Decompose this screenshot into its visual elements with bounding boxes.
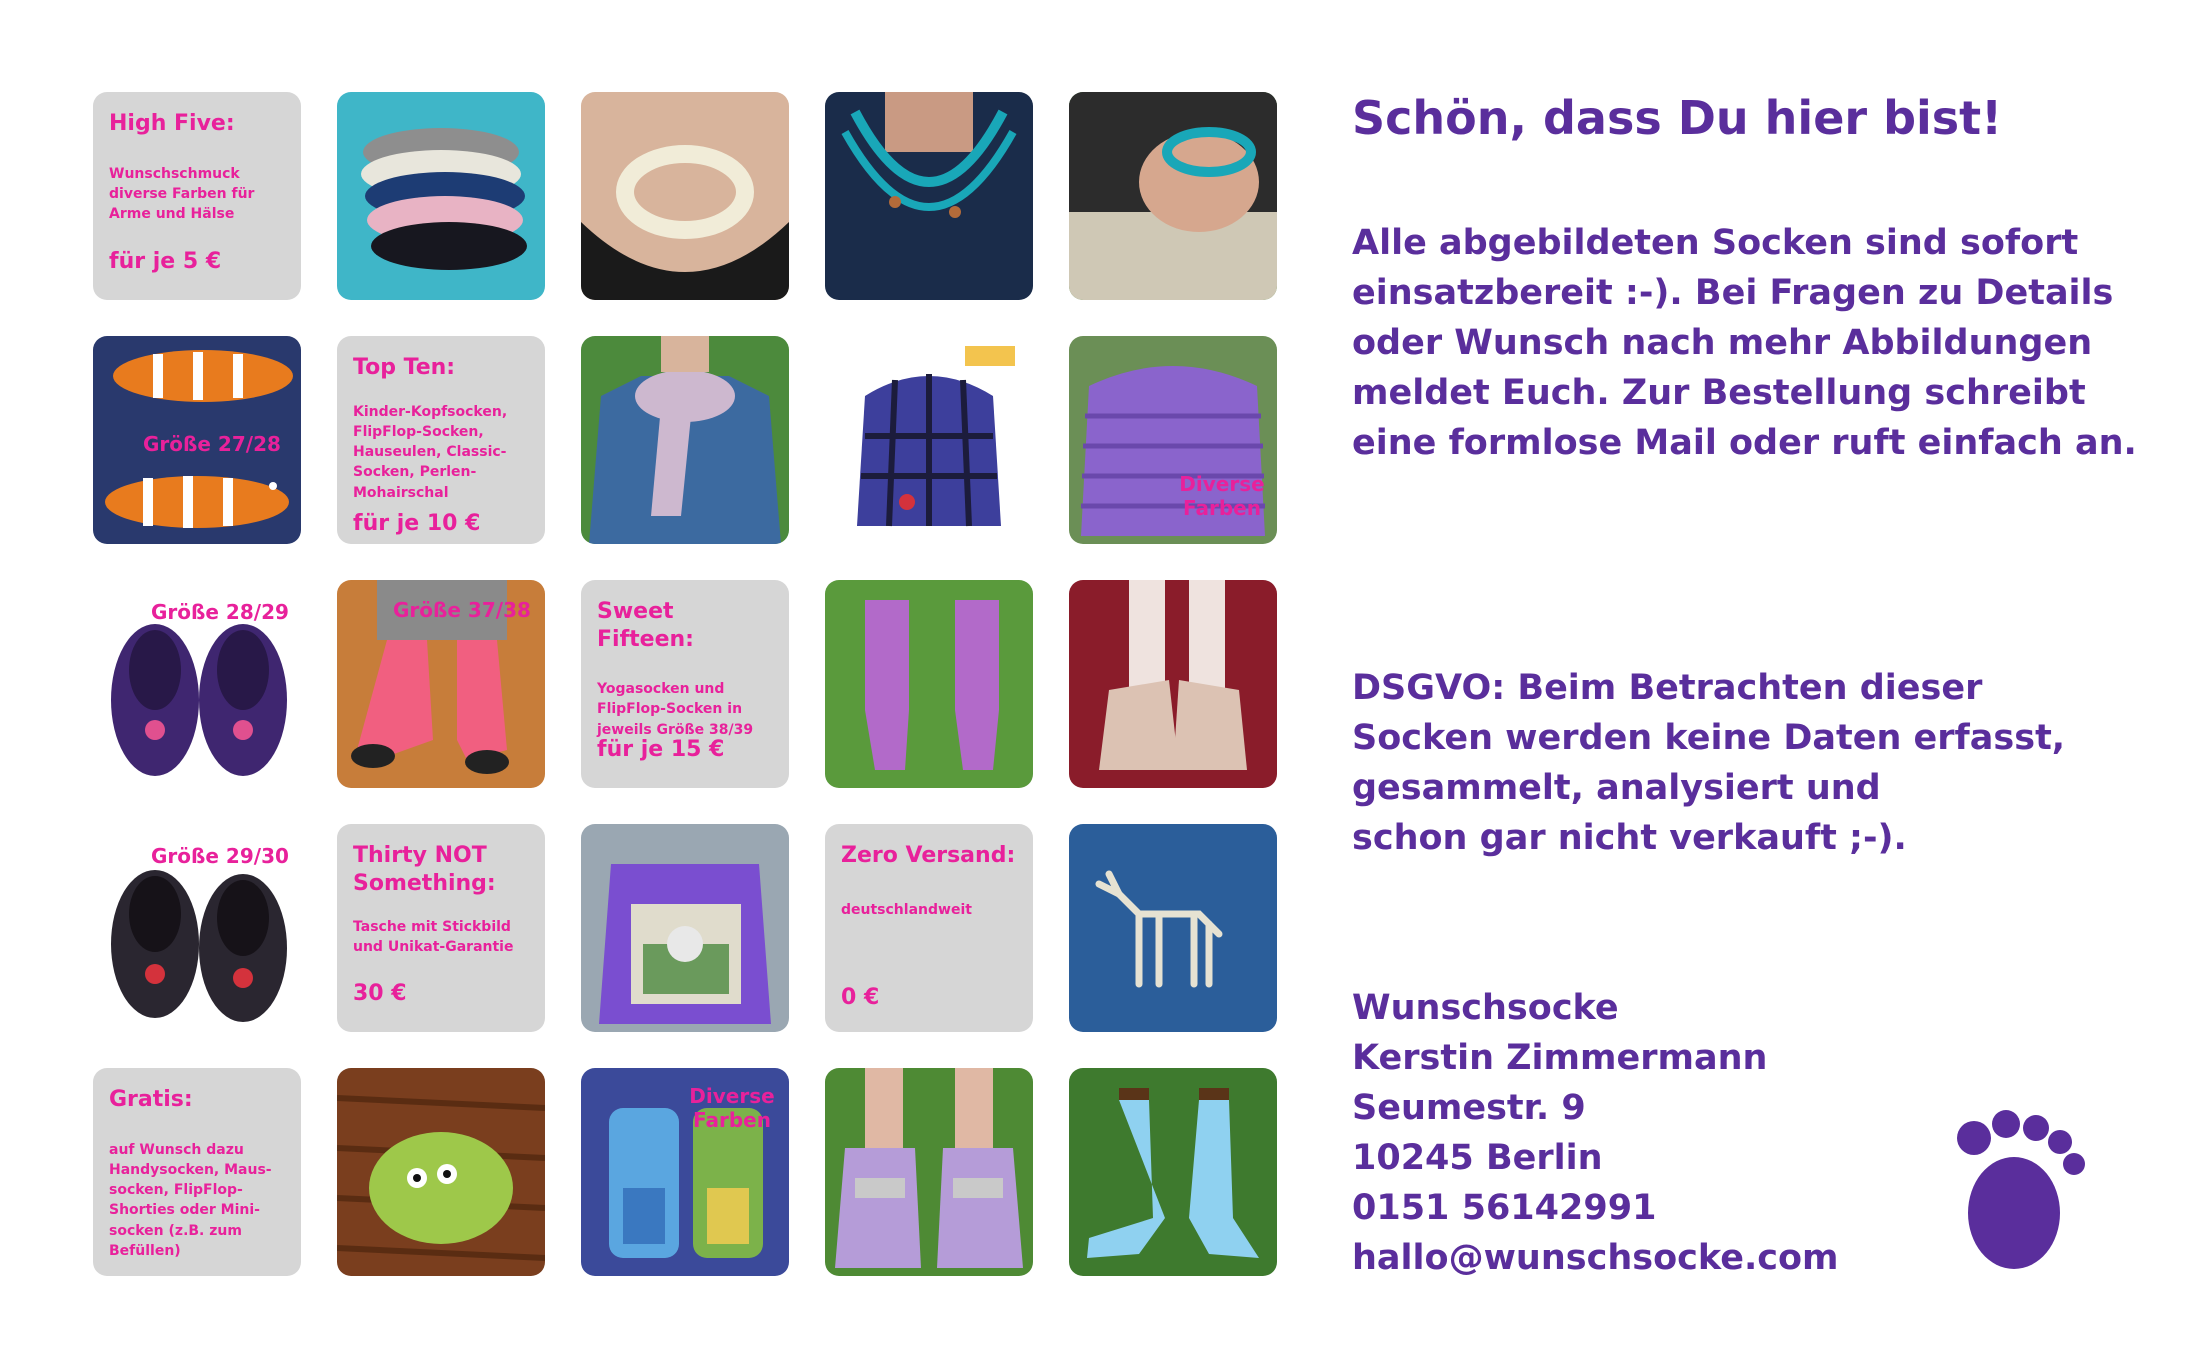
- photo-mohair-scarf[interactable]: [581, 336, 789, 544]
- info-title: Thirty NOT Something:: [353, 843, 496, 896]
- photo-bangle-turquoise[interactable]: [1069, 92, 1277, 300]
- photo-bracelets[interactable]: [337, 92, 545, 300]
- photo-fish-socks[interactable]: [93, 336, 301, 544]
- brand-name: Wunschsocke: [1352, 988, 1619, 1028]
- overlay-colors: Diverse Farben: [689, 1084, 775, 1132]
- info-price: 0 €: [841, 985, 880, 1010]
- info-price: für je 10 €: [353, 511, 481, 536]
- city: 10245 Berlin: [1352, 1138, 1603, 1178]
- photo-sandals[interactable]: [825, 1068, 1033, 1276]
- overlay-colors: Diverse Farben: [1179, 472, 1265, 520]
- info-desc: Yogasocken und FlipFlop-Socken in jeweils Größe 38/39: [597, 681, 754, 738]
- info-gratis: [93, 1068, 301, 1276]
- photo-flipflop-socks[interactable]: [1069, 580, 1277, 788]
- info-title: Top Ten:: [353, 355, 456, 380]
- phone-link[interactable]: 0151 56142991: [1352, 1188, 1657, 1228]
- info-price: 30 €: [353, 981, 407, 1006]
- person-name: Kerstin Zimmermann: [1352, 1038, 1768, 1078]
- info-price: für je 15 €: [597, 737, 725, 762]
- intro-text: Alle abgebildeten Socken sind sofort einsatzbereit :-). Bei Fragen zu Details oder Wunsch nach mehr Abbildungen meldet Euch. Zur Bestellung schreibt eine formlose Mail oder ruft einfach an.: [1352, 223, 2137, 463]
- info-desc: Wunschschmuck diverse Farben für Arme und Hälse: [109, 165, 255, 223]
- info-price: für je 5 €: [109, 249, 222, 274]
- info-high-five: [93, 92, 301, 300]
- photo-phone-socks[interactable]: [581, 1068, 789, 1276]
- info-top-ten: [337, 336, 545, 544]
- dsgvo-line: DSGVO: Beim Betrachten dieser: [1352, 668, 1983, 708]
- overlay-size: Größe 27/28: [143, 432, 281, 456]
- dsgvo-notice: [1352, 663, 2152, 863]
- photo-striped-hat[interactable]: [825, 336, 1033, 544]
- overlay-size: Größe 29/30: [151, 844, 289, 868]
- info-title: Zero Versand:: [841, 843, 1016, 868]
- photo-pink-socks[interactable]: [337, 580, 545, 788]
- photo-yoga-socks[interactable]: [825, 580, 1033, 788]
- photo-fish-pouch[interactable]: [337, 1068, 545, 1276]
- product-grid: [93, 92, 1277, 1276]
- info-title: Sweet Fifteen:: [597, 599, 694, 652]
- info-zero: [825, 824, 1033, 1032]
- street: Seumestr. 9: [1352, 1088, 1586, 1128]
- dsgvo-line: Socken werden keine Daten erfasst,: [1352, 718, 2066, 758]
- info-thirty: [337, 824, 545, 1032]
- footprint-logo-icon: [1950, 1108, 2090, 1282]
- photo-purple-hat[interactable]: [1069, 336, 1277, 544]
- contact-address: [1352, 983, 1839, 1283]
- page-title: Schön, dass Du hier bist!: [1352, 91, 2003, 145]
- text-column: [1352, 88, 2152, 1278]
- photo-slippers-black[interactable]: [93, 824, 301, 1032]
- info-desc: deutschlandweit: [841, 901, 972, 918]
- info-title: Gratis:: [109, 1087, 193, 1112]
- overlay-size: Größe 28/29: [151, 600, 289, 624]
- info-sweet-fifteen: [581, 580, 789, 788]
- email-link[interactable]: hallo@wunschsocke.com: [1352, 1238, 1839, 1278]
- info-desc: auf Wunsch dazu Handysocken, Maus-socken, FlipFlop-Shorties oder Mini-socken (z.B. zum Befüllen): [109, 1141, 272, 1259]
- overlay-size: Größe 37/38: [393, 598, 531, 622]
- photo-blue-socks[interactable]: [1069, 1068, 1277, 1276]
- photo-necklace-white[interactable]: [581, 92, 789, 300]
- dsgvo-line: schon gar nicht verkauft ;-).: [1352, 818, 1907, 858]
- info-desc: Tasche mit Stickbild und Unikat-Garantie: [353, 919, 514, 956]
- info-title: High Five:: [109, 111, 235, 136]
- photo-slippers-purple[interactable]: [93, 580, 301, 788]
- info-desc: Kinder-Kopfsocken, FlipFlop-Socken, Hauseulen, Classic-Socken, Perlen-Mohairschal: [353, 403, 508, 501]
- dsgvo-line: gesammelt, analysiert und: [1352, 768, 1881, 808]
- photo-embroidered-bag[interactable]: [581, 824, 789, 1032]
- photo-moose-knit[interactable]: [1069, 824, 1277, 1032]
- photo-necklace-turquoise[interactable]: [825, 92, 1033, 300]
